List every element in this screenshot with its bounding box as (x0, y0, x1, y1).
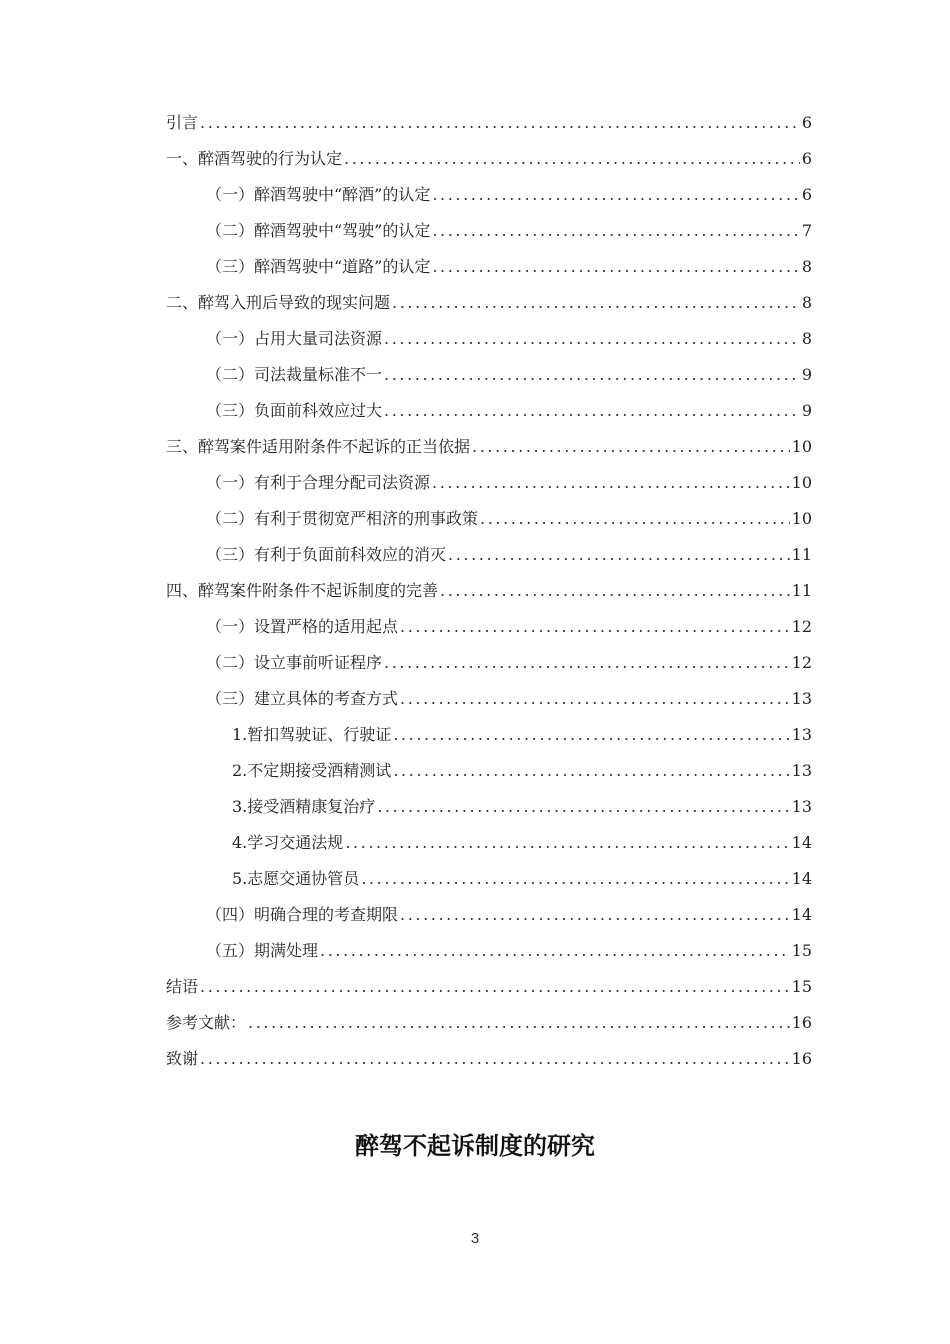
toc-entry-title: （三）负面前科效应过大 (206, 401, 383, 420)
toc-entry[interactable] (166, 398, 812, 434)
toc-entry-title: 二、醉驾入刑后导致的现实问题 (166, 293, 391, 312)
toc-entry[interactable] (166, 182, 812, 218)
toc-entry-title: （三）建立具体的考查方式 (206, 689, 399, 708)
toc-dot-leader (200, 977, 790, 996)
toc-entry-page: 13 (791, 761, 812, 780)
toc-entry[interactable] (166, 650, 812, 686)
toc-dot-leader (448, 545, 790, 564)
toc-dot-leader (440, 581, 790, 600)
toc-entry-page: 6 (801, 113, 812, 132)
toc-dot-leader (384, 329, 800, 348)
toc-entry-page: 16 (791, 1013, 812, 1032)
toc-entry[interactable] (166, 938, 812, 974)
toc-dot-leader (392, 293, 800, 312)
toc-entry[interactable] (166, 758, 812, 794)
toc-entry-page: 12 (791, 617, 812, 636)
toc-dot-leader (384, 653, 790, 672)
toc-entry-title: （一）醉酒驾驶中“醉酒”的认定 (206, 185, 431, 204)
toc-dot-leader (384, 365, 800, 384)
toc-dot-leader (248, 1013, 790, 1032)
toc-dot-leader (432, 221, 799, 240)
toc-dot-leader (377, 797, 789, 816)
toc-entry[interactable] (166, 146, 812, 182)
toc-dot-leader (432, 257, 799, 276)
toc-entry[interactable] (166, 470, 812, 506)
toc-entry[interactable] (166, 830, 812, 866)
toc-entry[interactable] (166, 434, 812, 470)
toc-dot-leader (472, 437, 790, 456)
table-of-contents (166, 110, 812, 1082)
toc-entry[interactable] (166, 794, 812, 830)
toc-entry-page: 14 (791, 833, 812, 852)
toc-entry-title: 2.不定期接受酒精测试 (232, 761, 392, 780)
toc-entry-title: 三、醉驾案件适用附条件不起诉的正当依据 (166, 437, 471, 456)
toc-entry-title: （二）司法裁量标准不一 (206, 365, 383, 384)
toc-entry-page: 11 (791, 545, 812, 564)
toc-entry-title: 3.接受酒精康复治疗 (232, 797, 376, 816)
toc-entry[interactable] (166, 254, 812, 290)
toc-dot-leader (400, 689, 790, 708)
toc-dot-leader (432, 185, 799, 204)
toc-entry-page: 10 (791, 509, 812, 528)
toc-dot-leader (361, 869, 789, 888)
toc-dot-leader (345, 833, 789, 852)
document-title: 醉驾不起诉制度的研究 (355, 1132, 595, 1160)
toc-entry[interactable] (166, 218, 812, 254)
toc-dot-leader (400, 905, 790, 924)
toc-entry[interactable] (166, 1046, 812, 1082)
toc-entry-page: 13 (791, 797, 812, 816)
toc-entry-page: 7 (801, 221, 812, 240)
page-number: 3 (470, 1230, 480, 1247)
toc-dot-leader (200, 113, 800, 132)
toc-entry-title: 5.志愿交通协管员 (232, 869, 360, 888)
toc-entry-page: 11 (791, 581, 812, 600)
toc-entry-title: 一、醉酒驾驶的行为认定 (166, 149, 343, 168)
toc-entry-title: （二）醉酒驾驶中“驾驶”的认定 (206, 221, 431, 240)
toc-entry-page: 8 (801, 329, 812, 348)
toc-entry-title: （二）有利于贯彻宽严相济的刑事政策 (206, 509, 479, 528)
toc-entry[interactable] (166, 290, 812, 326)
toc-entry[interactable] (166, 326, 812, 362)
toc-entry-page: 10 (791, 437, 812, 456)
toc-entry[interactable] (166, 974, 812, 1010)
toc-entry-title: 引言 (166, 113, 199, 132)
toc-entry-title: （一）占用大量司法资源 (206, 329, 383, 348)
toc-entry[interactable] (166, 686, 812, 722)
toc-entry[interactable] (166, 362, 812, 398)
toc-dot-leader (320, 941, 790, 960)
toc-entry-page: 10 (791, 473, 812, 492)
toc-entry-page: 8 (801, 257, 812, 276)
toc-entry-page: 9 (801, 401, 812, 420)
toc-dot-leader (480, 509, 790, 528)
toc-entry-page: 9 (801, 365, 812, 384)
toc-dot-leader (393, 725, 789, 744)
toc-entry-page: 13 (791, 725, 812, 744)
toc-entry[interactable] (166, 1010, 812, 1046)
toc-entry-page: 15 (791, 977, 812, 996)
toc-entry[interactable] (166, 110, 812, 146)
toc-dot-leader (393, 761, 789, 780)
toc-dot-leader (200, 1049, 790, 1068)
toc-entry-page: 14 (791, 869, 812, 888)
toc-entry-page: 6 (801, 185, 812, 204)
toc-entry-page: 12 (791, 653, 812, 672)
toc-entry-title: 结语 (166, 977, 199, 996)
toc-entry-page: 6 (801, 149, 812, 168)
toc-entry-page: 15 (791, 941, 812, 960)
toc-dot-leader (344, 149, 800, 168)
toc-entry[interactable] (166, 722, 812, 758)
toc-entry-title: （四）明确合理的考查期限 (206, 905, 399, 924)
toc-entry-title: （三）醉酒驾驶中“道路”的认定 (206, 257, 431, 276)
toc-entry[interactable] (166, 614, 812, 650)
toc-dot-leader (400, 617, 790, 636)
toc-entry-title: （二）设立事前听证程序 (206, 653, 383, 672)
toc-entry-title: （五）期满处理 (206, 941, 319, 960)
toc-entry-title: 4.学习交通法规 (232, 833, 344, 852)
toc-entry[interactable] (166, 506, 812, 542)
toc-entry-page: 8 (801, 293, 812, 312)
toc-entry-title: 参考文献： (166, 1013, 247, 1032)
toc-entry-title: （一）设置严格的适用起点 (206, 617, 399, 636)
toc-entry[interactable] (166, 902, 812, 938)
toc-entry[interactable] (166, 866, 812, 902)
toc-entry-title: （一）有利于合理分配司法资源 (206, 473, 431, 492)
toc-entry-title: 1.暂扣驾驶证、行驶证 (232, 725, 392, 744)
toc-entry-page: 14 (791, 905, 812, 924)
toc-entry-title: 致谢 (166, 1049, 199, 1068)
toc-dot-leader (384, 401, 800, 420)
toc-entry-title: （三）有利于负面前科效应的消灭 (206, 545, 447, 564)
toc-dot-leader (432, 473, 790, 492)
toc-entry-page: 13 (791, 689, 812, 708)
toc-entry-title: 四、醉驾案件附条件不起诉制度的完善 (166, 581, 439, 600)
toc-entry-page: 16 (791, 1049, 812, 1068)
toc-entry[interactable] (166, 542, 812, 578)
toc-entry[interactable] (166, 578, 812, 614)
